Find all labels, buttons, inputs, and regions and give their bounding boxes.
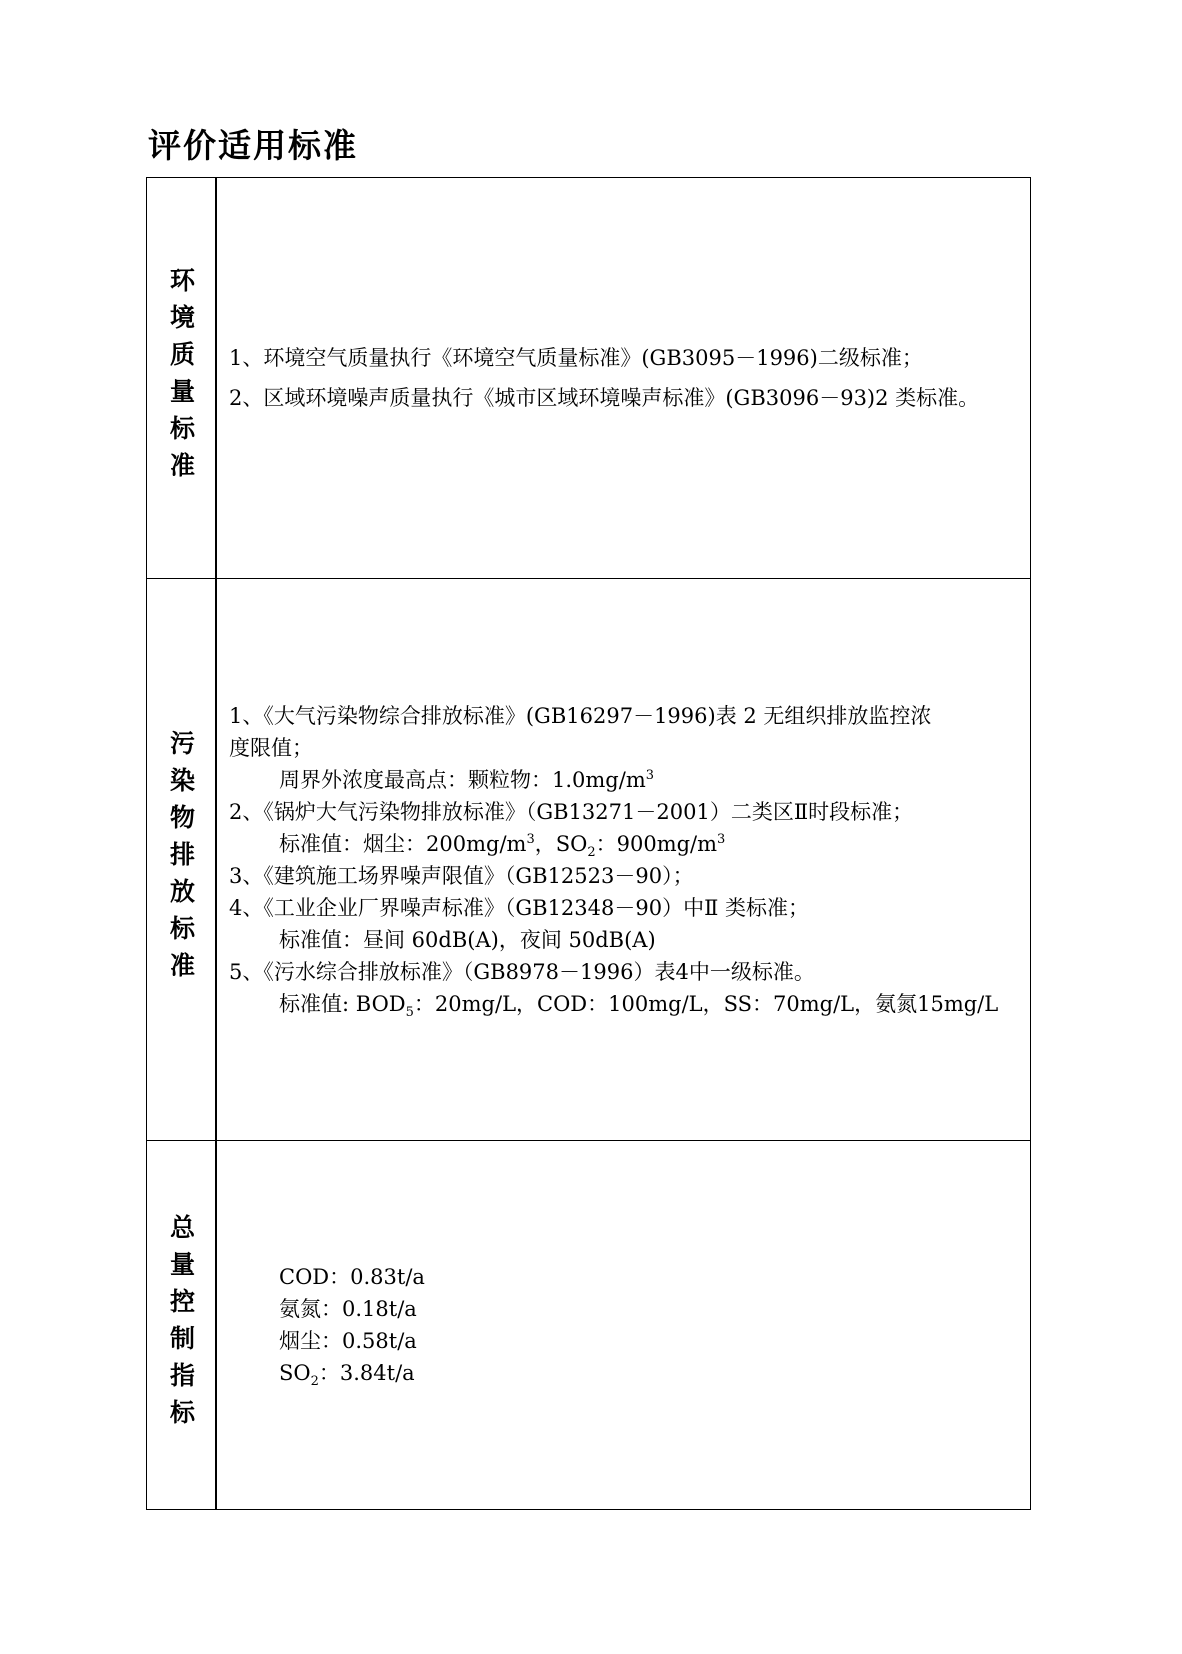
row-label: 污染物排放标准 (166, 730, 196, 989)
list-item: 氨氮：0.18t/a (279, 1297, 417, 1321)
list-item: 1、《大气污染物综合排放标准》(GB16297－1996)表 2 无组织排放监控浓 (229, 703, 932, 728)
list-item-detail: 标准值：昼间 60dB(A)，夜间 50dB(A) (279, 927, 656, 952)
detail-text: ：3.84t/a (318, 1361, 415, 1385)
list-item (229, 1357, 1020, 1389)
list-item-detail (229, 828, 1020, 860)
subscript: 2 (310, 1374, 319, 1390)
list-item: 1、环境空气质量执行《环境空气质量标准》(GB3095－1996)二级标准； (229, 346, 923, 370)
detail-text: ：900mg/m (595, 831, 718, 856)
row-content-cell (217, 178, 1030, 578)
detail-text: 标准值：烟尘：200mg/m (279, 831, 527, 856)
row-label-cell (147, 178, 217, 578)
row-content-cell (217, 1141, 1030, 1509)
detail-text: SO (279, 1361, 311, 1385)
subscript: 2 (587, 844, 596, 860)
row-content-cell (217, 579, 1030, 1140)
list-item-continuation: 度限值； (229, 735, 313, 760)
list-item: 烟尘：0.58t/a (279, 1329, 417, 1353)
table-row-environmental-quality (147, 178, 1030, 578)
detail-text: ：20mg/L，COD：100mg/L，SS：70mg/L，氨氮15mg/L (413, 991, 999, 1016)
detail-text: 标准值: BOD (279, 991, 406, 1016)
list-item: 5、《污水综合排放标准》（GB8978－1996）表4中一级标准。 (229, 959, 815, 984)
standards-table (146, 177, 1031, 1510)
list-item-detail (229, 988, 1020, 1020)
table-row-total-control (147, 1140, 1030, 1509)
superscript: 3 (717, 831, 726, 847)
list-item: 2、区域环境噪声质量执行《城市区域环境噪声标准》(GB3096－93)2 类标准。 (229, 386, 980, 410)
list-item: 3、《建筑施工场界噪声限值》（GB12523－90）； (229, 863, 694, 888)
table-row-emission-standards (147, 578, 1030, 1140)
row-label-cell (147, 579, 217, 1140)
row-label: 总量控制指标 (166, 1214, 196, 1436)
superscript: 3 (645, 767, 655, 783)
list-item: 4、《工业企业厂界噪声标准》（GB12348－90）中Ⅱ 类标准； (229, 895, 810, 920)
subscript: 5 (405, 1004, 414, 1020)
detail-text: ，SO (534, 831, 588, 856)
list-item: COD：0.83t/a (279, 1265, 425, 1289)
list-item-detail (229, 764, 1020, 796)
row-label: 环境质量标准 (166, 267, 196, 489)
list-item: 2、《锅炉大气污染物排放标准》（GB13271－2001）二类区Ⅱ时段标准； (229, 799, 914, 824)
page-title: 评价适用标准 (148, 126, 358, 165)
superscript: 3 (526, 831, 535, 847)
row-label-cell (147, 1141, 217, 1509)
detail-text: 周界外浓度最高点：颗粒物：1.0mg/m (279, 767, 646, 792)
